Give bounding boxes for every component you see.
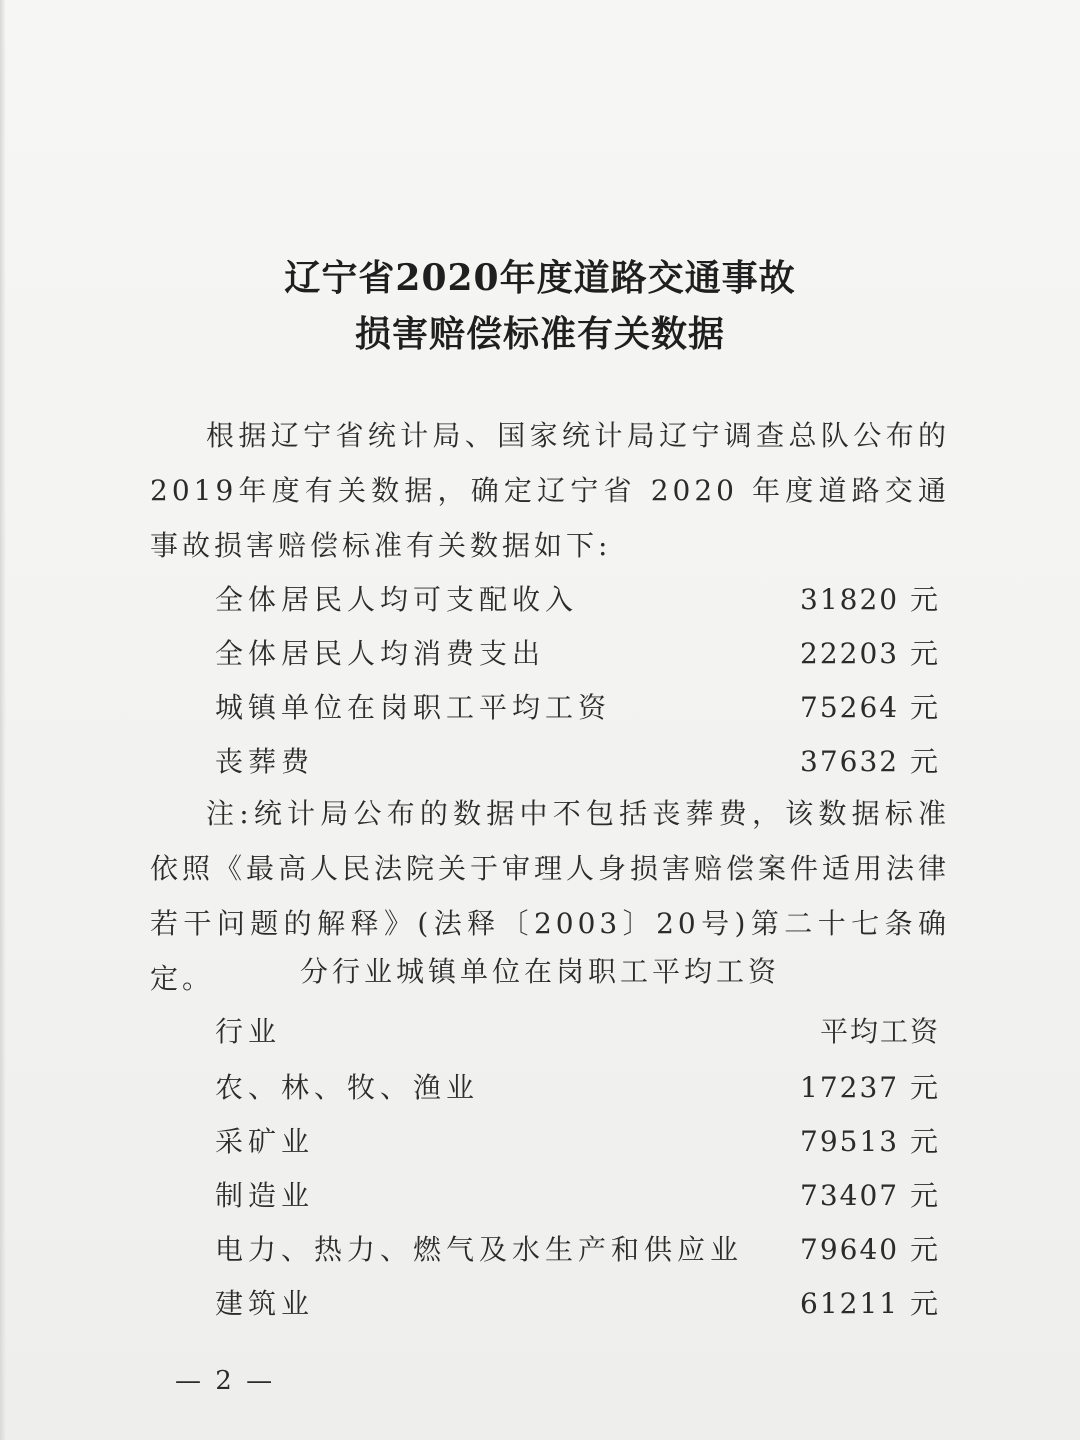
industry-name: 农、林、牧、渔业 <box>215 1071 480 1104</box>
industry-row <box>215 1282 940 1322</box>
main-item-amount: 31820 元 <box>800 583 940 616</box>
main-item-amount: 37632 元 <box>800 745 940 778</box>
main-item-label: 全体居民人均消费支出 <box>215 637 546 670</box>
industry-name: 采矿业 <box>215 1125 315 1158</box>
industry-wage: 17237 元 <box>800 1071 940 1104</box>
main-item-row <box>215 632 940 672</box>
industry-header-label: 行业 <box>215 1015 282 1048</box>
main-item-row <box>215 578 940 618</box>
industry-name: 电力、热力、燃气及水生产和供应业 <box>215 1233 744 1266</box>
main-item-label: 丧葬费 <box>215 745 315 778</box>
wage-header-label: 平均工资 <box>819 1015 940 1048</box>
main-item-row <box>215 686 940 726</box>
industry-row <box>215 1174 940 1214</box>
industry-row <box>215 1120 940 1160</box>
industry-table-title: 分行业城镇单位在岗职工平均工资 <box>299 955 780 988</box>
industry-wage: 73407 元 <box>800 1179 940 1212</box>
main-item-amount: 22203 元 <box>800 637 940 670</box>
industry-wage: 79640 元 <box>800 1233 940 1266</box>
document-title-line2: 损害赔偿标准有关数据 <box>354 313 725 355</box>
main-item-row <box>215 740 940 780</box>
industry-row <box>215 1066 940 1106</box>
industry-name: 建筑业 <box>215 1287 315 1320</box>
intro-paragraph: 根据辽宁省统计局、国家统计局辽宁调查总队公布的 2019年度有关数据，确定辽宁省 2020 年度道路交通事故损害赔偿标准有关数据如下: <box>150 419 950 562</box>
note-paragraph: 注:统计局公布的数据中不包括丧葬费，该数据标准依照《最高人民法院关于审理人身损害赔偿案件适用法律若干问题的解释》(法释〔2003〕20号)第二十七条确定。 <box>150 797 951 995</box>
document-title-line1: 辽宁省2020年度道路交通事故 <box>284 257 796 299</box>
page-edge-shadow <box>0 0 6 1440</box>
industry-row <box>215 1228 940 1268</box>
main-item-amount: 75264 元 <box>800 691 940 724</box>
main-item-label: 城镇单位在岗职工平均工资 <box>215 691 612 724</box>
industry-wage: 61211 元 <box>800 1287 940 1320</box>
industry-name: 制造业 <box>215 1179 315 1212</box>
industry-wage: 79513 元 <box>800 1125 940 1158</box>
main-item-label: 全体居民人均可支配收入 <box>215 583 579 616</box>
industry-table-header <box>215 1010 940 1050</box>
page-number: — 2 — <box>175 1366 276 1396</box>
